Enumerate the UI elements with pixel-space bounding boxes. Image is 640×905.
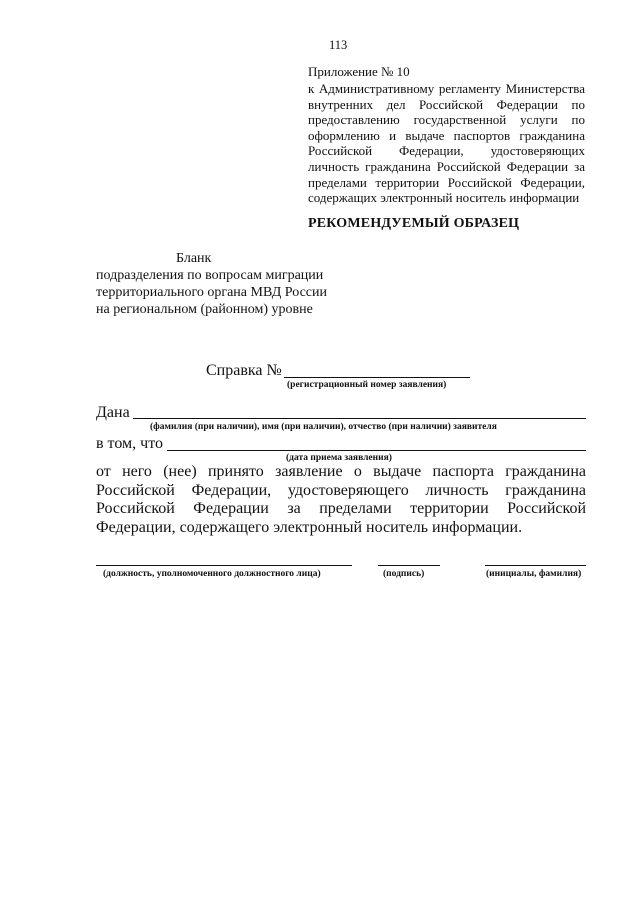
applicant-name-field[interactable] (133, 418, 586, 419)
signature-caption: (подпись) (383, 569, 425, 579)
date-label: в том, что (96, 435, 163, 452)
application-date-caption: (дата приема заявления) (286, 453, 392, 463)
annex-body: к Административному регламенту Министерства внутренних дел Российской Федерации по предоставлению государственной услуги по оформлению и выдаче паспортов гражданина Российской Федерации, удостоверяющих личность гражданина Российской Федерации за пределами территории Российской Федерации, содержащих электронный носитель информации (308, 81, 585, 206)
blank-line: территориального органа МВД России (96, 285, 328, 300)
official-position-caption: (должность, уполномоченного должностного лица) (103, 569, 321, 579)
applicant-name-caption: (фамилия (при наличии), имя (при наличии), отчество (при наличии) заявителя (150, 422, 497, 432)
blank-line: подразделения по вопросам миграции (96, 268, 324, 283)
application-date-field[interactable] (167, 450, 586, 451)
signature-field[interactable] (378, 565, 440, 566)
initials-name-field[interactable] (485, 565, 586, 566)
statement-text: от него (нее) принято заявление о выдаче паспорта гражданина Российской Федерации, удостоверяющего личность гражданина Российской Федерации за пределами территории Российской Федерации, содержащего электронный носитель информации. (96, 463, 586, 536)
initials-name-caption: (инициалы, фамилия) (486, 569, 582, 579)
blank-line: на региональном (районном) уровне (96, 302, 313, 317)
official-position-field[interactable] (96, 565, 352, 566)
annex-title: Приложение № 10 (308, 64, 410, 79)
given-label: Дана (96, 404, 130, 421)
certificate-number-caption: (регистрационный номер заявления) (287, 380, 447, 390)
blank-department (96, 267, 327, 318)
blank-title: Бланк (176, 251, 212, 266)
certificate-number-field[interactable] (284, 377, 470, 378)
certificate-label: Справка № (206, 362, 282, 379)
sample-heading: РЕКОМЕНДУЕМЫЙ ОБРАЗЕЦ (308, 216, 520, 231)
page-number: 113 (329, 38, 348, 52)
